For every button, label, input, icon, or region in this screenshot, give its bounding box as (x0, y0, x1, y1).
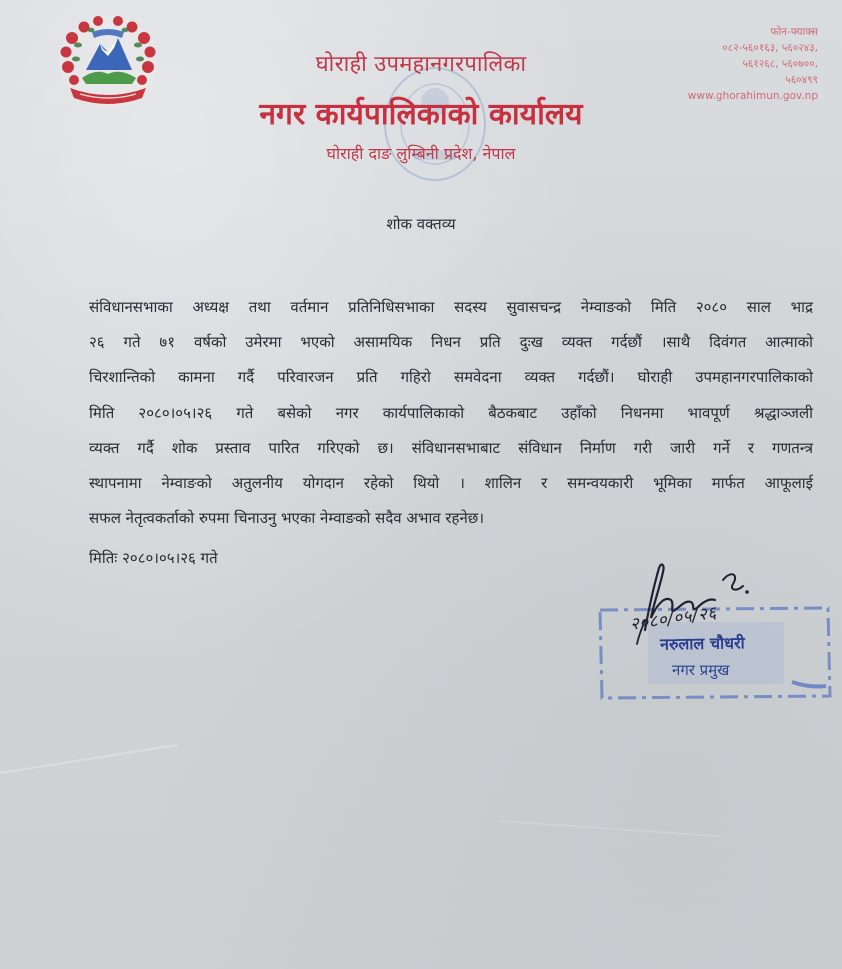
statement-date: मितिः २०८०।०५।२६ गते (89, 549, 218, 567)
website-text: www.ghorahimun.gov.np (687, 90, 818, 102)
office-name: नगर कार्यपालिकाको कार्यालय (259, 97, 583, 132)
body-line: व्यक्त गर्दै शोक प्रस्ताव पारित गरिएको छ। संविधानसभाबाट संविधान निर्माण गरी जारी गर्ने र गणतन्त्र (89, 438, 813, 457)
body-line: मिति २०८०।०५।२६ गते बसेको नगर कार्यपालिकाको बैठकबाट उहाँको निधनमा भावपूर्ण श्रद्धाञ्जली (89, 403, 813, 422)
contact-block (668, 24, 818, 104)
statement-body (89, 290, 813, 536)
phone-numbers-line3: ५६०४९९ (785, 74, 818, 86)
body-line: संविधानसभाका अध्यक्ष तथा वर्तमान प्रतिनिधिसभाका सदस्य सुवासचन्द्र नेम्वाङको मिति २०८० साल भाद्र (89, 298, 813, 316)
body-line: चिरशान्तिको कामना गर्दै परिवारजन प्रति गहिरो समवेदना व्यक्त गर्दछौं। घोराही उपमहानगरपालिकाको (89, 368, 813, 387)
body-line: २६ गते ७१ वर्षको उमेरमा भएको असामयिक निधन प्रति दुःख व्यक्त गर्दछौं ।साथै दिवंगत आत्माको (89, 333, 813, 352)
paper-crease (500, 820, 720, 837)
phone-numbers-line1: ०८२-५६०१६३, ५६०२४३, (722, 42, 818, 54)
signature-date: २०८०/०५/२६ (628, 602, 718, 635)
signer-name: नरुलाल चौधरी (659, 633, 745, 654)
paper-crease (0, 744, 178, 774)
phone-label: फोन-फ्याक्स (770, 26, 818, 38)
body-line: सफल नेतृत्वकर्ताको रुपमा चिनाउनु भएका नेम्वाङको सदैव अभाव रहनेछ। (89, 509, 485, 528)
phone-numbers-line2: ५६१२६८, ५६०७००, (742, 58, 818, 70)
signer-designation: नगर प्रमुख (672, 661, 730, 679)
office-address: घोराही दाङ लुम्बिनी प्रदेश, नेपाल (326, 144, 516, 163)
document-title: शोक वक्तव्य (386, 215, 456, 233)
municipality-name: घोराही उपमहानगरपालिका (315, 52, 527, 77)
body-line: स्थापनामा नेम्वाङको अतुलनीय योगदान रहेको थियो । शालिन र समन्वयकारी भूमिका मार्फत आफूलाई (89, 474, 813, 493)
